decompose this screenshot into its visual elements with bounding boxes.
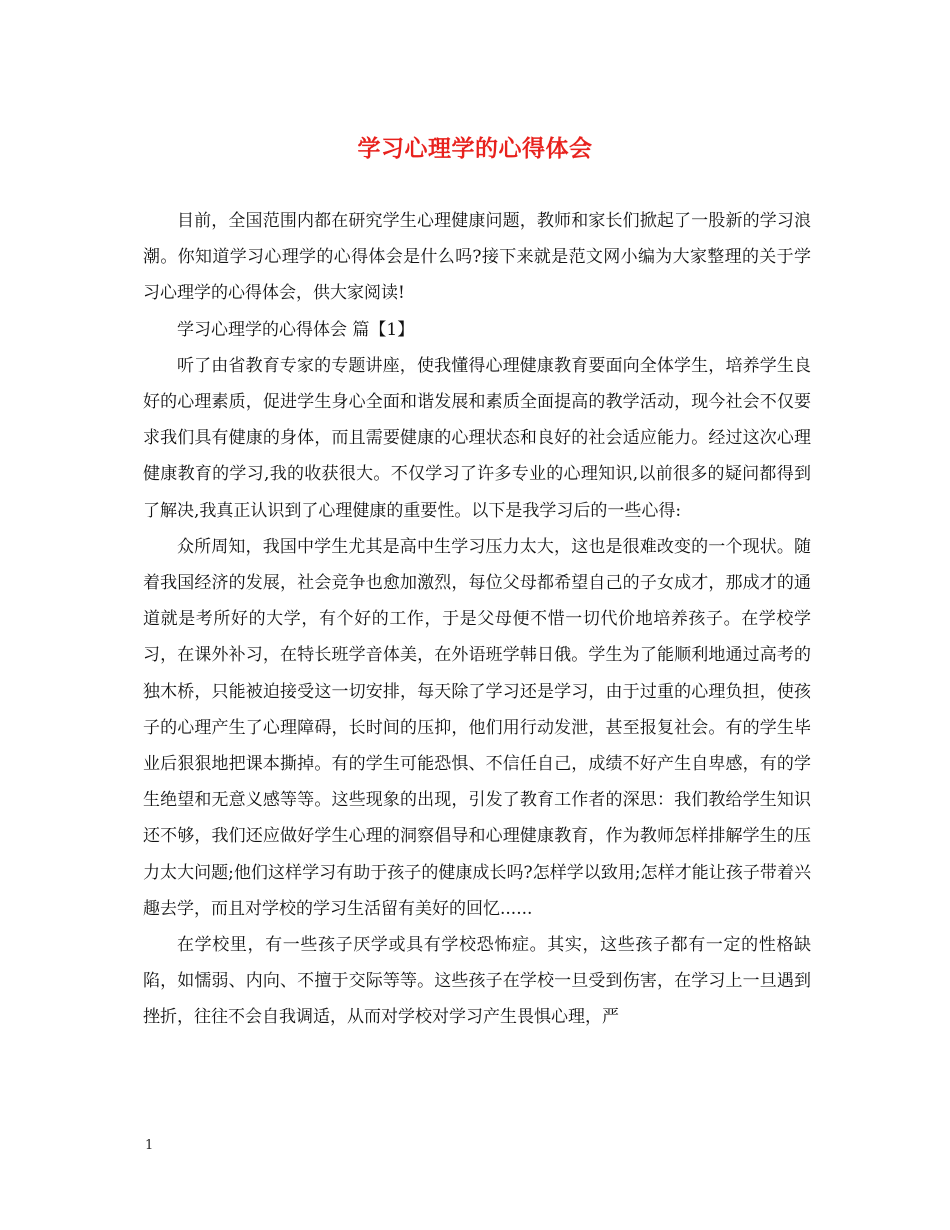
document-body — [143, 203, 811, 1036]
body-paragraph: 在学校里，有一些孩子厌学或具有学校恐怖症。其实，这些孩子都有一定的性格缺陷，如懦弱、内向、不擅于交际等等。这些孩子在学校一旦受到伤害，在学习上一旦遇到挫折，往往不会自我调适，从而对学校对学习产生畏惧心理，严 — [143, 935, 811, 1028]
body-paragraph: 众所周知，我国中学生尤其是高中生学习压力太大，这也是很难改变的一个现状。随着我国经济的发展，社会竞争也愈加激烈，每位父母都希望自己的子女成才，那成才的通道就是考所好的大学，有个好的工作，于是父母便不惜一切代价地培养孩子。在学校学习，在课外补习，在特长班学音体美，在外语班学韩日俄。学生为了能顺利地通过高考的独木桥，只能被迫接受这一切安排，每天除了学习还是学习，由于过重的心理负担，使孩子的心理产生了心理障碍，长时间的压抑，他们用行动发泄，甚至报复社会。有的学生毕业后狠狠地把课本撕掉。有的学生可能恐惧、不信任自己，成绩不好产生自卑感，有的学生绝望和无意义感等等。这些现象的出现，引发了教育工作者的深思：我们教给学生知识还不够，我们还应做好学生心理的洞察倡导和心理健康教育，作为教师怎样排解学生的压力太大问题;他们这样学习有助于孩子的健康成长吗?怎样学以致用;怎样才能让孩子带着兴趣去学，而且对学校的学习生活留有美好的回忆...... — [143, 536, 811, 919]
document-title: 学习心理学的心得体会 — [357, 135, 593, 162]
intro-paragraph: 目前，全国范围内都在研究学生心理健康问题，教师和家长们掀起了一股新的学习浪潮。你知道学习心理学的心得体会是什么吗?接下来就是范文网小编为大家整理的关于学习心理学的心得体会，供大家阅读! — [143, 211, 811, 304]
page-number: 1 — [145, 1138, 154, 1153]
body-paragraph: 听了由省教育专家的专题讲座，使我懂得心理健康教育要面向全体学生，培养学生良好的心理素质，促进学生身心全面和谐发展和素质全面提高的教学活动，现今社会不仅要求我们具有健康的身体，而且需要健康的心理状态和良好的社会适应能力。经过这次心理健康教育的学习,我的收获很大。不仅学习了许多专业的心理知识,以前很多的疑问都得到了解决,我真正认识到了心理健康的重要性。以下是我学习后的一些心得: — [143, 355, 811, 521]
section-heading: 学习心理学的心得体会 篇【1】 — [177, 319, 415, 340]
